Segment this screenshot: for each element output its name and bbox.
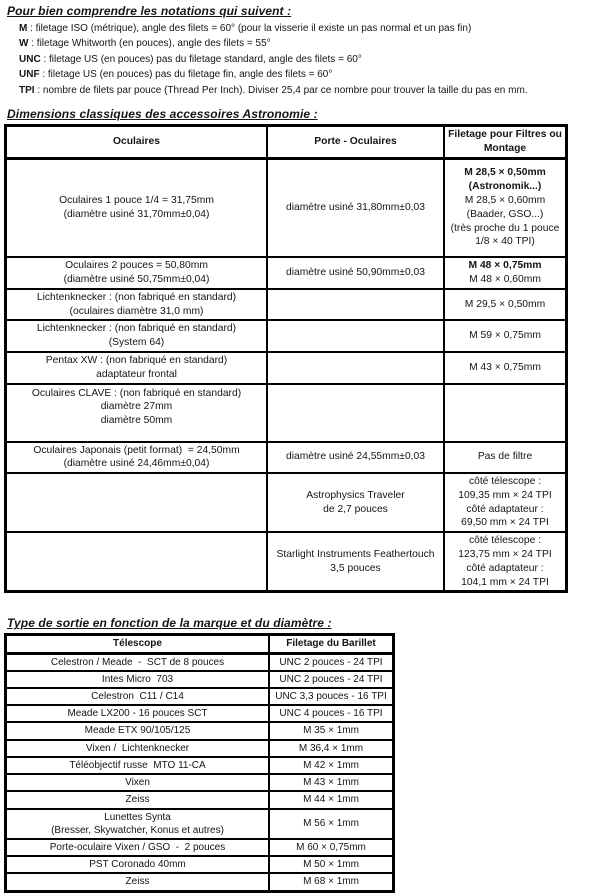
definition-text: : filetage Whitworth (en pouces), angle des filets = 55° xyxy=(28,38,271,50)
cell-line: Oculaires 1 pouce 1/4 = 31,75mm xyxy=(59,195,214,207)
cell-line: adaptateur frontal xyxy=(96,368,177,380)
table-row xyxy=(6,757,394,774)
table-cell xyxy=(6,809,270,839)
table-cell xyxy=(6,757,270,774)
table-cell xyxy=(6,774,270,791)
table-cell xyxy=(269,809,394,839)
table-cell xyxy=(269,653,394,671)
cell-line: M 35 × 1mm xyxy=(303,725,359,737)
definition-term: UNC xyxy=(19,53,41,65)
cell-line: diamètre 50mm xyxy=(100,415,173,427)
definition-line xyxy=(19,36,594,51)
cell-line: M 43 × 0,75mm xyxy=(469,361,541,373)
header-label: Télescope xyxy=(113,638,162,650)
table-row xyxy=(6,352,567,384)
definition-text: : filetage ISO (métrique), angle des filets = 60° (pour la visserie il existe un pas normal et un pas fin) xyxy=(27,23,472,34)
cell-line: Lichtenknecker : (non fabriqué en standard) xyxy=(36,323,237,335)
cell-line: (Baader, GSO...) xyxy=(466,208,544,220)
cell-line: (Bresser, Skywatcher, Konus et autres) xyxy=(51,824,224,836)
table-cell xyxy=(444,384,567,442)
table-cell xyxy=(269,722,394,739)
cell-line: Pas de filtre xyxy=(477,451,533,463)
cell-line: Zeiss xyxy=(125,794,150,806)
definition-line xyxy=(19,83,594,98)
cell-line: 123,75 mm × 24 TPI xyxy=(458,549,552,561)
cell-line: Celestron / Meade - SCT de 8 pouces xyxy=(50,656,225,668)
table-cell xyxy=(269,856,394,873)
definition-term: W xyxy=(19,38,29,50)
cell-line: UNC 3,3 pouces - 16 TPI xyxy=(275,691,387,703)
table-cell xyxy=(444,289,567,321)
table-cell xyxy=(6,352,268,384)
definition-term: TPI xyxy=(19,84,35,96)
cell-line: UNC 4 pouces - 16 TPI xyxy=(279,708,383,720)
definition-text: : filetage US (en pouces) pas du filetage standard, angle des filets = 60° xyxy=(40,53,362,65)
cell-line: Vixen / Lichtenknecker xyxy=(85,742,190,754)
cell-line: de 2,7 pouces xyxy=(323,503,388,515)
table-cell xyxy=(267,442,444,474)
cell-line: (très proche du 1 pouce xyxy=(450,222,560,234)
cell-line: (Astronomik...) xyxy=(468,181,542,193)
cell-line: M 42 × 1mm xyxy=(303,759,359,771)
section2-title: Type de sortie en fonction de la marque et du diamètre : xyxy=(7,616,332,631)
cell-line: Lunettes Synta xyxy=(104,811,171,823)
cell-line: M 29,5 × 0,50mm xyxy=(464,298,546,310)
definition-text: : nombre de filets par pouce (Thread Per Inch). Diviser 25,4 par ce nombre pour trouver la taille du pas en mm. xyxy=(34,84,528,96)
table-row xyxy=(6,289,567,321)
cell-line: (diamètre usiné 50,75mm±0,04) xyxy=(63,273,210,285)
table-row xyxy=(6,688,394,705)
cell-line: Celestron C11 / C14 xyxy=(91,691,184,703)
table-cell xyxy=(444,257,567,289)
table-cell xyxy=(6,384,268,442)
table-cell xyxy=(6,740,270,757)
table-cell xyxy=(269,791,394,808)
cell-line: M 44 × 1mm xyxy=(303,794,359,806)
cell-line: (System 64) xyxy=(108,337,165,349)
table-cell xyxy=(6,473,268,532)
table-row xyxy=(6,809,394,839)
table-cell xyxy=(267,289,444,321)
definition-line xyxy=(19,21,594,36)
cell-line: Porte-oculaire Vixen / GSO - 2 pouces xyxy=(49,841,226,853)
table-cell xyxy=(6,688,270,705)
cell-line: Pentax XW : (non fabriqué en standard) xyxy=(45,354,228,366)
cell-line: côté télescope : xyxy=(468,476,542,488)
intro-title: Pour bien comprendre les notations qui suivent : xyxy=(7,4,292,18)
definition-text: : filetage US (en pouces) pas du filetage fin, angle des filets = 60° xyxy=(39,69,333,81)
cell-line: Oculaires Japonais (petit format) = 24,50mm xyxy=(33,444,240,456)
table-cell xyxy=(444,158,567,257)
cell-line: UNC 2 pouces - 24 TPI xyxy=(279,656,383,668)
table-cell xyxy=(444,532,567,592)
column-header xyxy=(444,126,567,159)
cell-line: diamètre usiné 24,55mm±0,03 xyxy=(285,451,425,463)
cell-line: M 28,5 × 0,50mm xyxy=(464,167,546,179)
cell-line: côté télescope : xyxy=(468,535,542,547)
cell-line: M 36,4 × 1mm xyxy=(298,742,364,754)
table-cell xyxy=(6,873,270,891)
table-row xyxy=(6,671,394,688)
table-cell xyxy=(267,320,444,352)
table-cell xyxy=(269,671,394,688)
cell-line: diamètre 27mm xyxy=(100,401,173,413)
column-header xyxy=(269,635,394,653)
cell-line: M 48 × 0,60mm xyxy=(469,273,541,285)
header-label: Porte - Oculaires xyxy=(314,135,397,147)
table-cell xyxy=(6,722,270,739)
dimensions-table xyxy=(4,124,568,593)
table-cell xyxy=(6,442,268,474)
cell-line: M 59 × 0,75mm xyxy=(469,330,541,342)
cell-line: Lichtenknecker : (non fabriqué en standard) xyxy=(36,291,237,303)
table-row xyxy=(6,532,567,592)
table-cell xyxy=(6,653,270,671)
cell-line: PST Coronado 40mm xyxy=(89,859,186,871)
definition-line xyxy=(19,67,594,82)
cell-line: 1/8 × 40 TPI) xyxy=(475,236,535,248)
cell-line: M 56 × 1mm xyxy=(303,818,359,830)
cell-line: Starlight Instruments Feathertouch xyxy=(276,549,435,561)
table-cell xyxy=(444,352,567,384)
table-cell xyxy=(6,320,268,352)
table-row xyxy=(6,740,394,757)
table-cell xyxy=(6,671,270,688)
table-cell xyxy=(267,532,444,592)
header-row xyxy=(6,635,394,653)
table-cell xyxy=(444,442,567,474)
cell-line: 104,1 mm × 24 TPI xyxy=(461,576,549,588)
cell-line: Zeiss xyxy=(125,876,150,888)
cell-line: M 43 × 1mm xyxy=(303,777,359,789)
barillet-table xyxy=(4,633,395,892)
cell-line: Téléobjectif russe MTO 11-CA xyxy=(69,759,206,771)
table-cell xyxy=(269,757,394,774)
table-row xyxy=(6,705,394,722)
cell-line: M 28,5 × 0,60mm xyxy=(464,195,546,207)
header-label: Oculaires xyxy=(113,135,160,147)
table-cell xyxy=(269,688,394,705)
table-cell xyxy=(267,384,444,442)
cell-line: (oculaires diamètre 31,0 mm) xyxy=(69,305,204,317)
cell-line: diamètre usiné 50,90mm±0,03 xyxy=(285,267,425,279)
table-row xyxy=(6,722,394,739)
notation-definitions xyxy=(19,21,594,98)
table-cell xyxy=(6,532,268,592)
table-cell xyxy=(269,774,394,791)
definition-line xyxy=(19,52,594,67)
table-cell xyxy=(269,705,394,722)
table-row xyxy=(6,653,394,671)
table-cell xyxy=(267,257,444,289)
table-cell xyxy=(6,289,268,321)
cell-line: M 48 × 0,75mm xyxy=(468,260,542,272)
header-label: Filetage pour Filtres ou Montage xyxy=(448,129,565,154)
definition-term: M xyxy=(19,23,28,34)
table-row xyxy=(6,791,394,808)
cell-line: M 68 × 1mm xyxy=(303,876,359,888)
cell-line: Oculaires 2 pouces = 50,80mm xyxy=(65,260,208,272)
table-cell xyxy=(6,856,270,873)
cell-line: 3,5 pouces xyxy=(330,562,381,574)
table-cell xyxy=(6,705,270,722)
table-cell xyxy=(267,473,444,532)
section1-title: Dimensions classiques des accessoires Astronomie : xyxy=(7,107,318,122)
cell-line: côté adaptateur : xyxy=(466,503,544,515)
table-cell xyxy=(6,257,268,289)
table-cell xyxy=(267,158,444,257)
table-cell xyxy=(6,158,268,257)
cell-line: 109,35 mm × 24 TPI xyxy=(458,489,552,501)
table-row xyxy=(6,384,567,442)
table-row xyxy=(6,856,394,873)
cell-line: M 60 × 0,75mm xyxy=(296,841,366,853)
table-cell xyxy=(6,791,270,808)
table-cell xyxy=(444,320,567,352)
cell-line: diamètre usiné 31,80mm±0,03 xyxy=(285,201,425,213)
table-cell xyxy=(269,740,394,757)
column-header xyxy=(6,126,268,159)
table-cell xyxy=(444,473,567,532)
cell-line: (diamètre usiné 31,70mm±0,04) xyxy=(63,208,210,220)
column-header xyxy=(267,126,444,159)
table-row xyxy=(6,320,567,352)
table-cell xyxy=(269,873,394,891)
cell-line: UNC 2 pouces - 24 TPI xyxy=(279,673,383,685)
header-row xyxy=(6,126,567,159)
definition-term: UNF xyxy=(19,69,40,81)
table-row xyxy=(6,257,567,289)
cell-line: Astrophysics Traveler xyxy=(306,489,405,501)
cell-line: Intes Micro 703 xyxy=(101,673,174,685)
table-row xyxy=(6,442,567,474)
column-header xyxy=(6,635,270,653)
cell-line: Meade ETX 90/105/125 xyxy=(84,725,191,737)
cell-line: (diamètre usiné 24,46mm±0,04) xyxy=(63,458,210,470)
table-row xyxy=(6,774,394,791)
cell-line: Oculaires CLAVE : (non fabriqué en standard) xyxy=(31,387,242,399)
cell-line: Vixen xyxy=(125,777,150,789)
table-cell xyxy=(267,352,444,384)
cell-line: Meade LX200 - 16 pouces SCT xyxy=(67,708,208,720)
table-row xyxy=(6,873,394,891)
header-label: Filetage du Barillet xyxy=(286,638,376,650)
cell-line: côté adaptateur : xyxy=(466,562,544,574)
table-row xyxy=(6,158,567,257)
cell-line: 69,50 mm × 24 TPI xyxy=(461,517,549,529)
cell-line: M 50 × 1mm xyxy=(303,859,359,871)
table-row xyxy=(6,473,567,532)
